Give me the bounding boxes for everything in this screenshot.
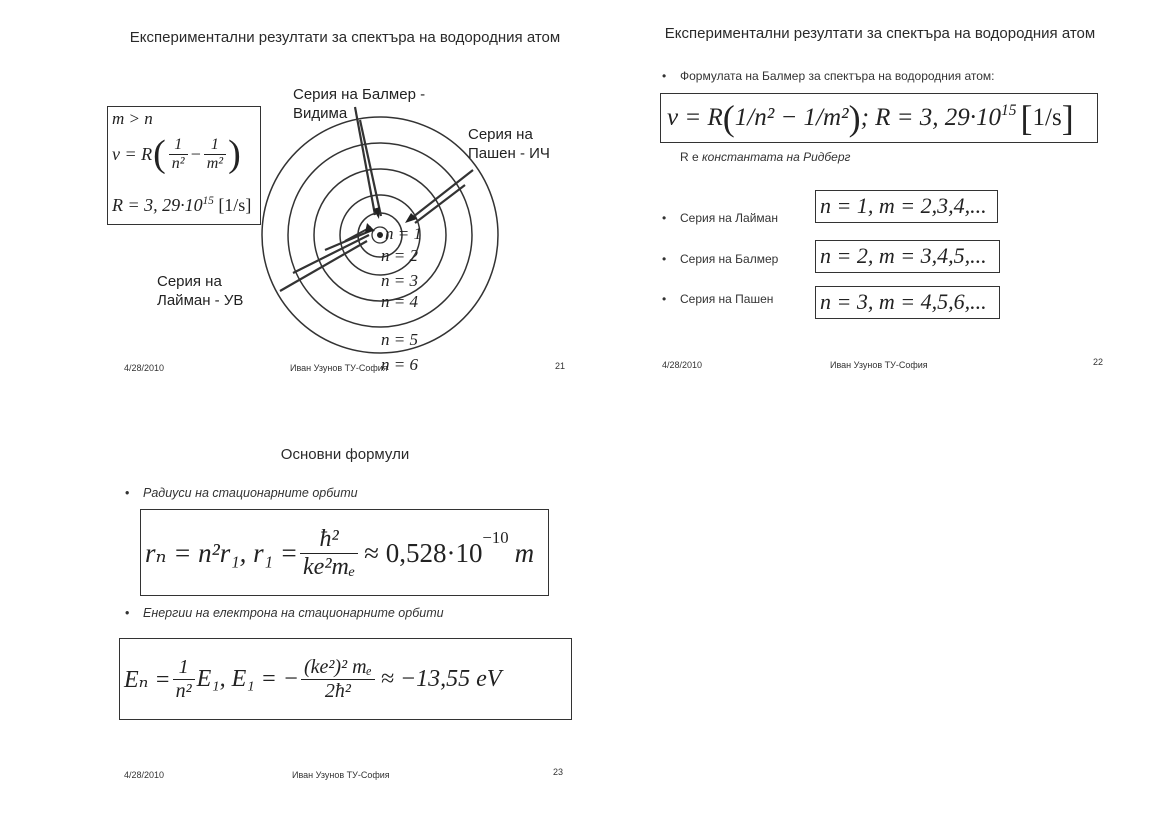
formula-lhs: ν = R (667, 104, 723, 131)
slide-21-footer-author: Иван Узунов ТУ-София (290, 363, 388, 373)
frac-num: 1 (204, 136, 226, 155)
bullet-text: Формулата на Балмер за спектъра на водородния атом: (680, 69, 995, 83)
bracket-open: [ (1020, 98, 1033, 138)
slide-21-page-number: 21 (555, 361, 566, 371)
label-lyman-series: Серия на Лайман - УВ (157, 273, 244, 309)
r-value-exponent: 15 (202, 195, 214, 207)
formula-r-value (112, 195, 251, 216)
orbit-label-1: n = 1 (385, 224, 422, 243)
energy-lhs: Eₙ = (124, 666, 171, 693)
energy-fraction-2 (301, 656, 375, 703)
frac-den: 2ħ² (324, 679, 351, 702)
label-balmer-series: Серия на Балмер - Видима (293, 86, 426, 122)
paschen-arrow-1 (413, 170, 473, 217)
rydberg-note-italic: константата на Ридберг (702, 150, 851, 164)
series-label: Серия на Пашен (680, 292, 774, 306)
series-balmer-formula: n = 2, m = 3,4,5,... (820, 243, 987, 268)
orbit-label-3: n = 3 (381, 271, 418, 290)
bullet-text: Радиуси на стационарните орбити (143, 486, 358, 500)
formula-nu-r: ν = R (112, 143, 153, 164)
paren-open: ( (722, 98, 735, 138)
radius-unit: m (514, 537, 535, 568)
formula-exponent: 15 (1001, 102, 1017, 119)
bullet-text: Енергии на електрона на стационарните орбити (143, 606, 444, 620)
rydberg-note (680, 150, 850, 164)
formula-body: 1/n² − 1/m² (734, 104, 849, 131)
slide-22-page-number: 22 (1093, 357, 1104, 367)
slide-22-footer-author: Иван Узунов ТУ-София (830, 360, 928, 370)
slide-21-footer-date: 4/28/2010 (124, 363, 165, 373)
frac-den: n² (175, 679, 192, 702)
slide-22-main-formula-box (660, 93, 1098, 143)
paren-close: ) (848, 98, 861, 138)
frac-num: 1 (169, 136, 188, 155)
nucleus (377, 232, 383, 238)
formula-rydberg-equation (112, 135, 241, 173)
slide-23-title: Основни формули (280, 446, 410, 463)
bullet-dot: • (662, 69, 667, 83)
rydberg-note-plain: R е (680, 150, 703, 164)
series-balmer-label (662, 252, 779, 266)
slide-22-footer-date: 4/28/2010 (662, 360, 703, 370)
bracket-close: ] (1061, 98, 1074, 138)
frac-num: 1 (173, 656, 195, 680)
radius-fraction (300, 526, 358, 581)
label-paschen-series: Серия на Пашен - ИЧ (468, 126, 550, 162)
paren-close: ) (228, 133, 241, 175)
fraction-1-over-m2 (204, 136, 226, 173)
series-paschen-label (662, 292, 774, 306)
formula-rhs: ; R = 3, 29·10 (860, 104, 1002, 131)
slide-23-footer-author: Иван Узунов ТУ-София (292, 770, 390, 780)
radius-formula-box (140, 509, 549, 596)
energy-rhs: ≈ −13,55 eV (380, 665, 502, 692)
formula-m-gt-n: m > n (112, 109, 153, 128)
energy-formula (124, 641, 501, 717)
r-value-unit: [1/s] (218, 195, 252, 215)
series-lyman-formula: n = 1, m = 2,3,4,... (820, 193, 987, 218)
series-label: Серия на Лайман (680, 211, 778, 225)
orbit-label-4: n = 4 (381, 292, 418, 311)
bullet-dot: • (662, 292, 667, 306)
balmer-arrow-1 (355, 107, 375, 215)
orbit-label-5: n = 5 (381, 330, 418, 349)
r-value-text: R = 3, 29·10 (112, 195, 203, 215)
radius-rhs: ≈ 0,528·10 (364, 537, 483, 568)
bullet-dot: • (125, 486, 130, 500)
orbit-label-6: n = 6 (381, 355, 418, 374)
series-lyman-formula-box (815, 190, 998, 223)
orbit-label-2: n = 2 (381, 246, 418, 265)
balmer-arrow-2 (360, 120, 381, 216)
frac-den: n² (171, 154, 185, 172)
slide-23-page-number: 23 (553, 767, 564, 777)
series-paschen-formula-box (815, 286, 1000, 319)
radius-exponent: −10 (482, 528, 509, 547)
series-balmer-formula-box (815, 240, 1000, 273)
slide-23-bullet-radii (125, 486, 358, 500)
slide-23-footer-date: 4/28/2010 (124, 770, 165, 780)
series-label: Серия на Балмер (680, 252, 779, 266)
frac-den: m² (206, 154, 224, 172)
bullet-dot: • (662, 252, 667, 266)
slide-21-title: Експериментални резултати за спектъра на водородния атом (129, 29, 561, 46)
slide-21-formula-box (107, 106, 261, 225)
energy-fraction-1 (173, 656, 195, 703)
frac-den: ke²mₑ (303, 553, 356, 580)
energy-formula-box (119, 638, 572, 720)
energy-mid: E₁, E₁ = − (196, 665, 299, 692)
series-lyman-label (662, 211, 778, 225)
minus-sign: − (189, 143, 202, 164)
balmer-main-formula (667, 96, 1074, 140)
paren-open: ( (153, 133, 166, 175)
formula-unit: 1/s (1032, 104, 1062, 131)
slide-22-bullet-balmer-formula (662, 69, 995, 83)
frac-num: ħ² (300, 526, 358, 554)
paschen-arrow-2 (415, 185, 465, 223)
slide-23-bullet-energies (125, 606, 444, 620)
radius-lhs: rₙ = n²r₁, r₁ = (145, 537, 299, 568)
fraction-1-over-n2 (169, 136, 188, 173)
bullet-dot: • (662, 211, 667, 225)
slide-22-title: Експериментални резултати за спектъра на водородния атом (664, 25, 1096, 42)
radius-formula (145, 514, 534, 592)
series-paschen-formula: n = 3, m = 4,5,6,... (820, 289, 987, 314)
frac-num: (ke²)² mₑ (301, 656, 375, 680)
bullet-dot: • (125, 606, 130, 620)
